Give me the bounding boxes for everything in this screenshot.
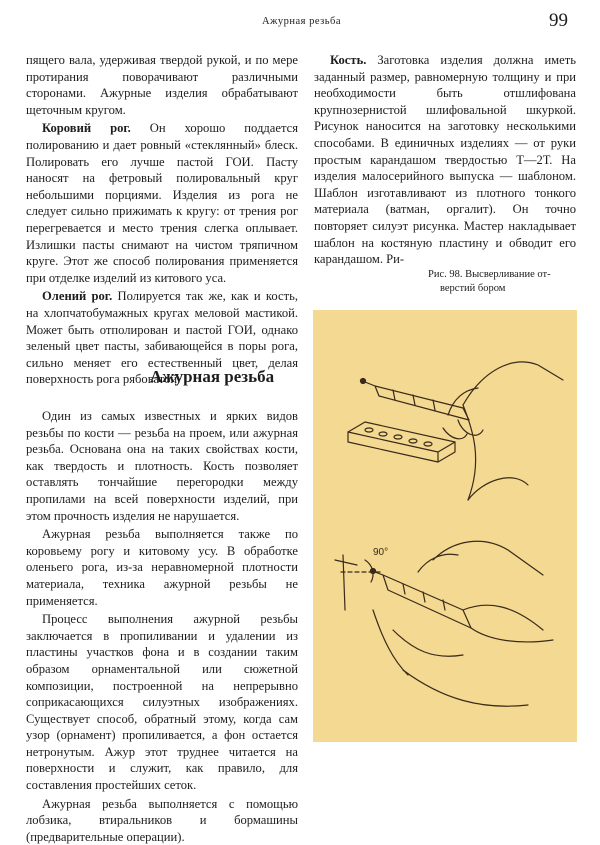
paragraph: Ажурная резьба выполняется также по коровьему рогу и китовому усу. В обработке оленьего рога, из-за неравномерной плотности материала, техника ажурной резьбы не применяется. (26, 527, 298, 608)
paragraph (26, 120, 298, 286)
perforated-bone-plate (348, 422, 455, 462)
paragraph (314, 52, 576, 268)
term-bone: Кость. (330, 53, 367, 67)
figure-illustration (313, 310, 577, 742)
drilling-illustration (313, 310, 577, 742)
paragraph-text: Он хорошо поддается полированию и дает ровный «стеклянный» блеск. Полировать его лучше пастой ГОИ. Пасту наносят на фетровый полировальный круг небольшими порциями. Изделия из рога не следует сильно прижимать к кругу: от трения рог перегревается и место трения слегка оплывает. Излишки пасты снимают на чистом тряпичном круге. Этот же способ полирования применяется при отделке изделий из китового уса. (26, 121, 298, 285)
lower-hand-drill (335, 541, 553, 706)
paragraph: Один из самых известных и ярких видов резьбы по кости — резьба на проем, или ажурная резьба. Основана она на таких свойствах кости, как твердость и плотность. Кость позволяет оставлять тончайшие перегородки между пропилами на всей поверхности изделий, при этом прочность изделия не нарушается. (26, 409, 298, 523)
right-column-top (314, 52, 576, 268)
upper-hand-drill (361, 362, 564, 500)
paragraph: Ажурная резьба выполняется с помощью лобзика, втиральников и бормашины (предварительные операции). (26, 796, 298, 844)
term-cow-horn: Коровий рог. (42, 121, 131, 136)
paragraph: пящего вала, удерживая твердой рукой, и по мере протирания поворачивают различными сторонами. Ажурные изделия обрабатывают щеточным кругом. (26, 53, 298, 117)
paragraph: Процесс выполнения ажурной резьбы заключается в пропиливании и удалении из пластины участков фона и в создании таким образом орнаментальной или сюжетной композиции, построенной на непрерывно соприкасающихся силуэтных изображениях. Существует способ, обратный этому, когда сам узор (орнамент) пропиливается, а фон остается нетронутым. Ажур этот труднее читается на поверхности и служит, как правило, для составления простейших сеток. (26, 612, 298, 793)
section-heading: Ажурная резьба (150, 367, 275, 386)
running-head: Ажурная резьба (262, 16, 342, 27)
angle-label: 90° (373, 547, 389, 558)
left-column-top (26, 52, 298, 388)
left-column-bottom (26, 408, 298, 845)
term-deer-antler: Олений рог. (42, 289, 113, 304)
caption-line: Рис. 98. Высверливание от- (428, 269, 551, 280)
caption-line: верстий бором (440, 283, 506, 294)
paragraph-text: Полируется так же, как и кость, на хлопчатобумажных кругах меловой мастикой. Может быть отполирован и пастой ГОИ, однако зеленый цвет пасты, забивающейся в поры рога, сильно меняет его естественный цвет, делая поверхность рога рябоватой. (26, 289, 298, 387)
paragraph-text: Заготовка изделия должна иметь заданный размер, равномерную толщину и при необходимости быть отшлифована крупнозернистой шлифовальной шкуркой. Рисунок наносится на заготовку несколькими способами. В единичных изделиях — от руки простым карандашом твердостью Т—2Т. На изделия малосерийного выпуска — шаблоном. Шаблон изготавливают из плотного тонкого материала (ватман, оргалит). Он точно повторяет силуэт рисунка. Мастер накладывает шаблон на костяную пластину и обводит его карандашом. Ри- (314, 53, 576, 267)
page-number: 99 (549, 10, 568, 31)
figure-caption (428, 268, 578, 296)
